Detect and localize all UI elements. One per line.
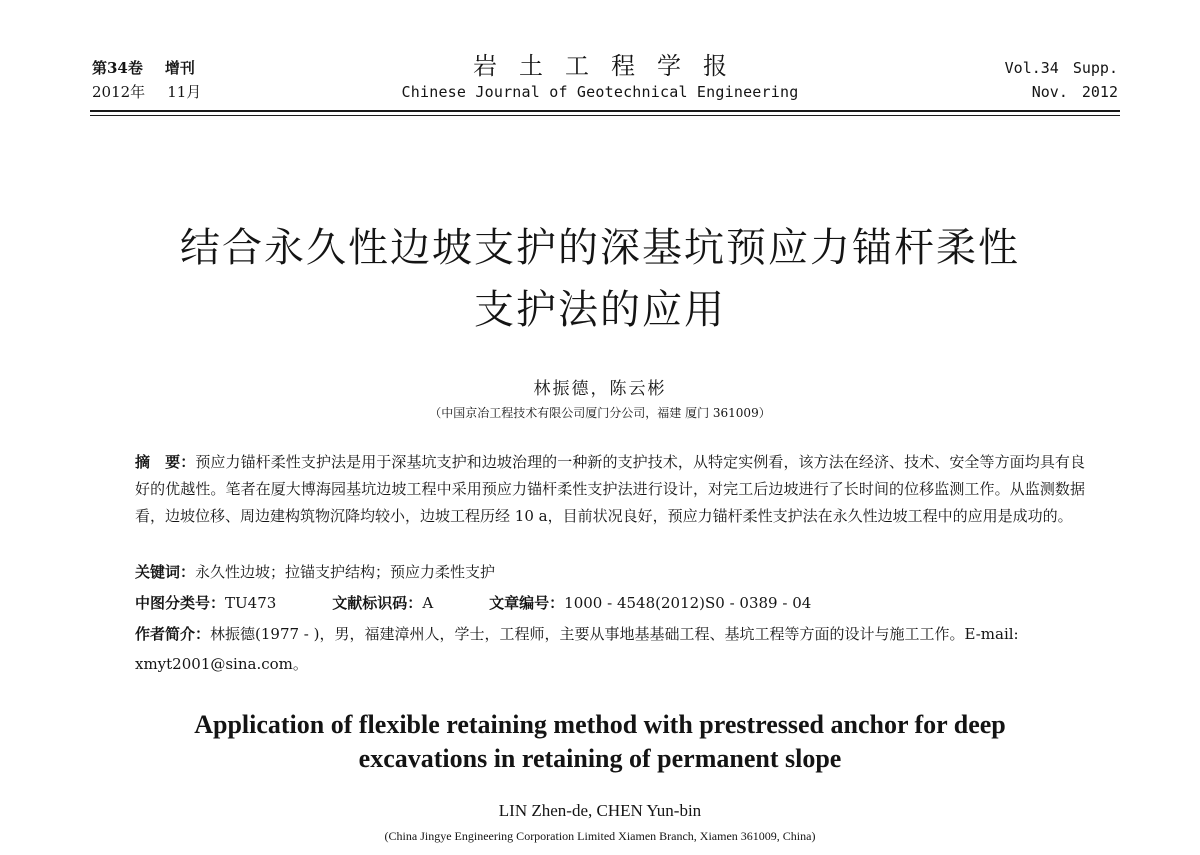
keywords-text: 永久性边坡；拉锚支护结构；预应力柔性支护 (195, 563, 496, 581)
header-month-en: Nov. (1031, 83, 1068, 101)
doc-code-label: 文献标识码： (332, 594, 423, 612)
abstract-text: 预应力锚杆柔性支护法是用于深基坑支护和边坡治理的一种新的支护技术，从特定实例看，该方法在经济、技术、安全等方面均具有良好的优越性。笔者在厦大博海园基坑边坡工程中采用预应力锚杆柔性支护法进行设计，对完工后边坡进行了长时间的位移监测工作。从监测数据看，边坡位移、周边建构筑物沉降均较小，边坡工程历经 10 a，目前状况良好，预应力锚杆柔性支护法在永久性边坡工程中的应用是成功的。 (135, 453, 1085, 525)
paper-title-en-line2: excavations in retaining of permanent slope (358, 744, 842, 773)
abstract-label: 摘 要： (135, 453, 196, 471)
author-bio (135, 619, 1085, 679)
header-rule-thick (90, 110, 1120, 112)
header-issue-cn: 增刊 (164, 59, 195, 77)
bio-text: 林振德(1977 - )，男，福建漳州人，学士，工程师，主要从事地基基础工程、基坑工程等方面的设计与施工工作。E-mail: xmyt2001@sina.com。 (135, 625, 1019, 673)
paper-title-en-line1: Application of flexible retaining method with prestressed anchor for deep (194, 710, 1006, 739)
authors-en: LIN Zhen-de, CHEN Yun-bin (498, 801, 702, 820)
doc-code-value: A (422, 594, 434, 612)
header-rule-thin (90, 115, 1120, 116)
header-year-en: 2012 (1081, 83, 1118, 101)
header-year-cn: 2012年 (92, 83, 146, 101)
header-month-cn: 11月 (167, 83, 202, 101)
paper-title-cn-line1: 结合永久性边坡支护的深基坑预应力锚杆柔性 (180, 225, 1020, 271)
header-volume-en (1005, 58, 1118, 78)
journal-name-en: Chinese Journal of Geotechnical Engineering (401, 83, 799, 101)
article-number-label: 文章编号： (489, 594, 565, 612)
affiliation-en: (China Jingye Engineering Corporation Limited Xiamen Branch, Xiamen 361009, China) (384, 829, 816, 843)
bio-label: 作者简介： (135, 625, 211, 643)
classification-line (135, 591, 811, 615)
header-supp-en: Supp. (1072, 59, 1118, 77)
paper-title-cn-line2: 支护法的应用 (474, 287, 726, 333)
header-volume-cn: 第34卷 (92, 59, 143, 77)
header-date-en (1032, 82, 1118, 102)
journal-name-cn: 岩土工程学报 (473, 52, 749, 80)
abstract-cn (135, 449, 1085, 530)
affiliation-cn: （中国京冶工程技术有限公司厦门分公司，福建 厦门 361009） (429, 406, 771, 420)
clc-value: TU473 (225, 594, 277, 612)
keywords-cn (135, 560, 495, 584)
article-number-value: 1000 - 4548(2012)S0 - 0389 - 04 (564, 594, 812, 612)
keywords-label: 关键词： (135, 563, 196, 581)
authors-cn: 林振德，陈云彬 (533, 379, 667, 399)
clc-label: 中图分类号： (135, 594, 226, 612)
header-vol-en: Vol.34 (1004, 59, 1059, 77)
